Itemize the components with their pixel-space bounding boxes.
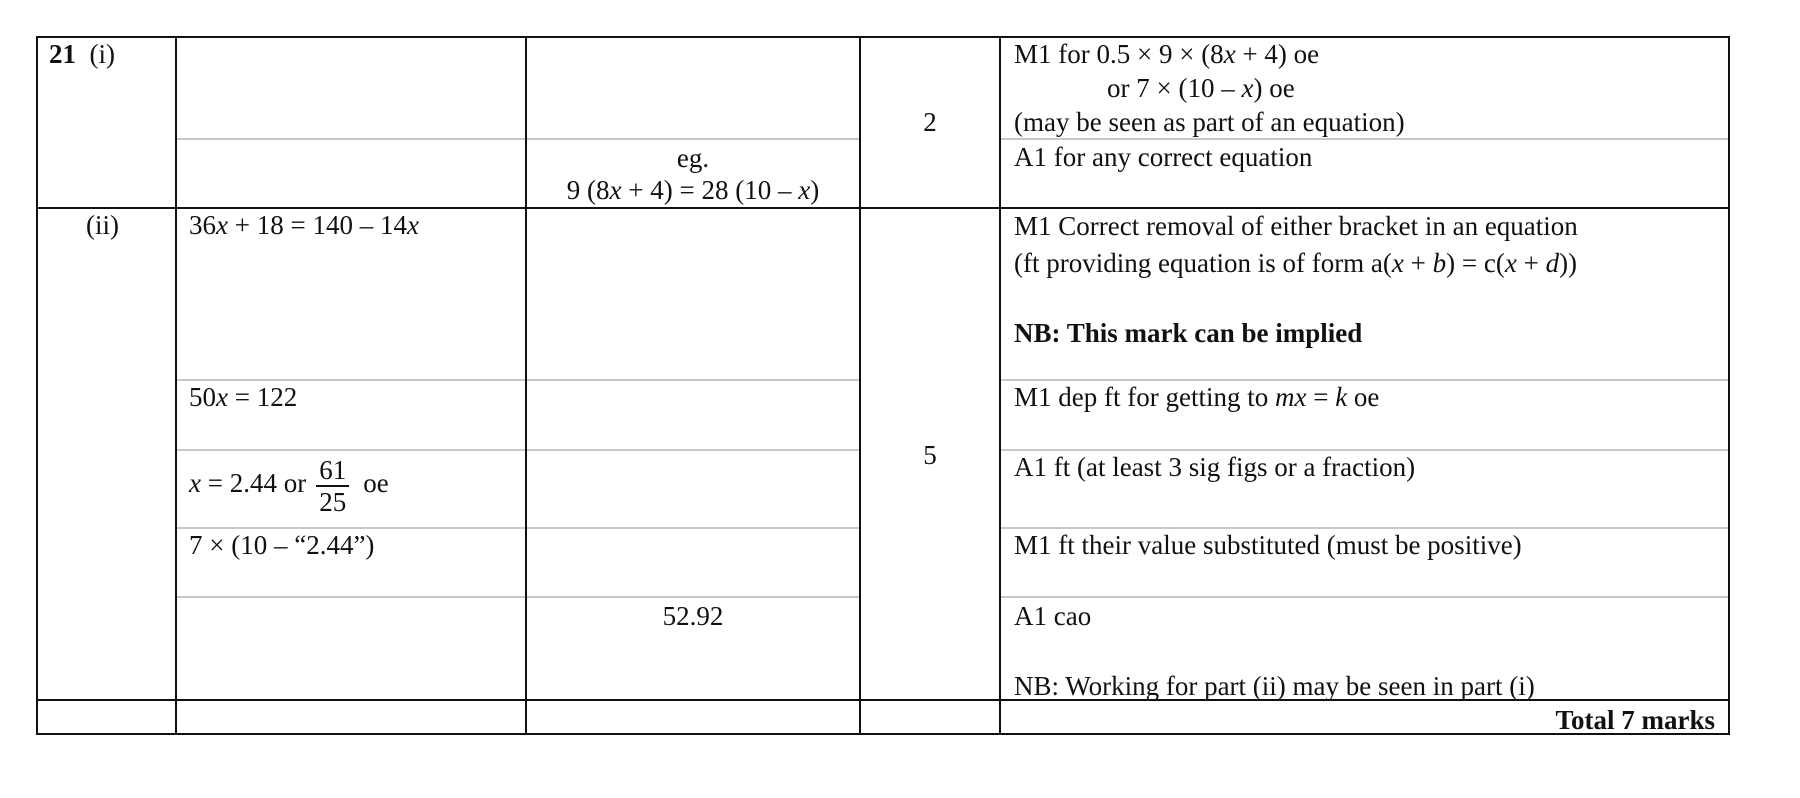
part-ii-m1-line1: M1 Correct removal of either bracket in an equation — [1014, 211, 1578, 241]
part-ii-nb-implied: NB: This mark can be implied — [1014, 318, 1363, 348]
total-marks: Total 7 marks — [1555, 705, 1715, 735]
part-i-m1-line3: (may be seen as part of an equation) — [1014, 107, 1405, 137]
part-i-answer-eg: eg. — [676, 143, 710, 173]
part-i-answer-equation: 9 (8x + 4) = 28 (10 – x) — [566, 175, 820, 205]
part-ii-answer: 52.92 — [662, 601, 724, 631]
part-i-a1: A1 for any correct equation — [1014, 142, 1313, 172]
part-ii-nb-working: NB: Working for part (ii) may be seen in part (i) — [1014, 671, 1535, 701]
part-ii-label: (ii) — [86, 210, 119, 240]
fraction-61-25: $\frac{61}{25}$ — [316, 455, 349, 517]
part-ii-working-4: 7 × (10 – “2.44”) — [189, 530, 375, 560]
part-ii-marks: 5 — [923, 440, 937, 470]
part-i-m1-line1: M1 for 0.5 × 9 × (8x + 4) oe — [1014, 39, 1320, 69]
part-ii-m1-dep: M1 dep ft for getting to mx = k oe — [1014, 382, 1380, 412]
mark-scheme-table — [36, 36, 1766, 763]
part-ii-working-3: x = 2.44 or $\frac{61}{25}$ oe — [189, 455, 389, 517]
question-number-label — [49, 37, 115, 71]
part-i-m1-line2: or 7 × (10 – x) oe — [1107, 73, 1295, 103]
part-ii-m1-ft: M1 ft their value substituted (must be positive) — [1014, 530, 1522, 560]
question-number: 21 — [49, 39, 76, 69]
part-ii-working-1: 36x + 18 = 140 – 14x — [189, 210, 419, 240]
part-ii-m1-line2: (ft providing equation is of form a(x + b) = c(x + d)) — [1014, 248, 1578, 278]
part-i-marks: 2 — [923, 107, 937, 137]
part-ii-a1-ft: A1 ft (at least 3 sig figs or a fraction) — [1014, 452, 1416, 482]
part-i-label: (i) — [89, 39, 115, 69]
part-ii-working-2: 50x = 122 — [189, 382, 298, 412]
part-ii-a1-cao: A1 cao — [1014, 601, 1092, 631]
